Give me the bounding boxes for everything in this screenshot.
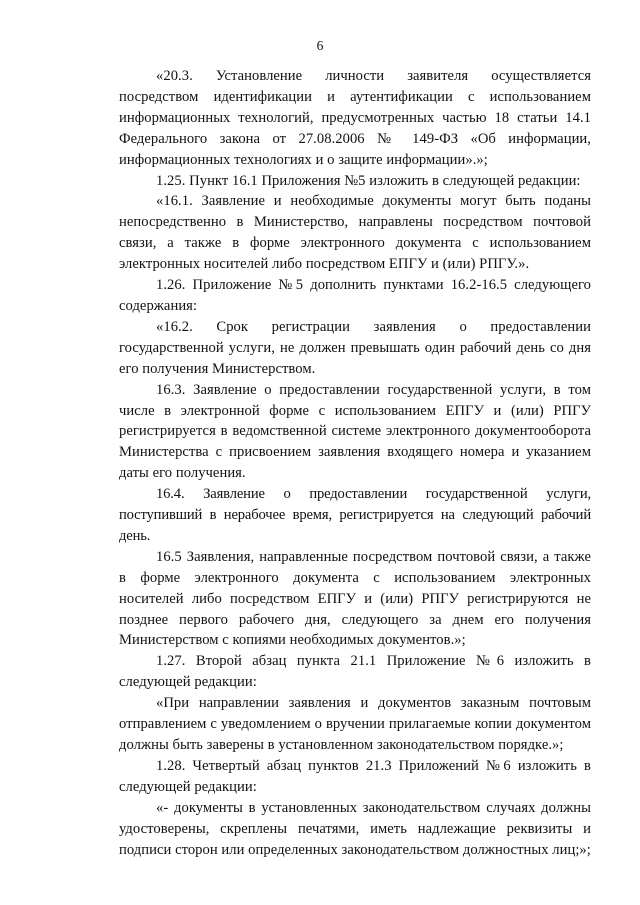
paragraph-21-1-text: «При направлении заявления и документов заказным почтовым отправлением с уведомлением о вручении прилагаемые копии документом должны быть заверены в установленном законодательством порядке.»; <box>119 695 591 753</box>
paragraph-21-3-text: «- документы в установленных законодательством случаях должны удостоверены, скреплены печатями, иметь надлежащие реквизиты и подписи сторон или определенных законодательством должностных лиц;»; <box>119 799 591 858</box>
paragraph-16-3: 16.3. Заявление о предоставлении государственной услуги, в том числе в электронной форме с использованием ЕПГУ и (или) РПГУ регистрируется в ведомственной системе электронного документооборота Министерства с присвоением заявления входящего номера и указанием даты его получения. <box>119 381 591 482</box>
paragraph-16-5: 16.5 Заявления, направленные посредством почтовой связи, а также в форме электронного документа с использованием электронных носителей либо посредством ЕПГУ и (или) РПГУ регистрируются не позднее первого рабочего дня, следующего за днем его получения Министерством с копиями необходимых документов.»; <box>119 548 591 649</box>
paragraph-20-3: «20.3. Установление личности заявителя осуществляется посредством идентификации и аутентификации с использованием информационных технологий, предусмотренных частью 18 статьи 14.1 Федерального закона от 27.08.2006 № 149-ФЗ «Об информации, информационных технологиях и о защите информации».»; <box>119 68 591 168</box>
paragraph-1-25: 1.25. Пункт 16.1 Приложения №5 изложить в следующей редакции: <box>156 172 581 189</box>
paragraph-1-27: 1.27. Второй абзац пункта 21.1 Приложение №6 изложить в следующей редакции: <box>119 653 591 691</box>
document-body <box>119 66 591 860</box>
page-number: 6 <box>316 38 324 53</box>
paragraph-16-4: 16.4. Заявление о предоставлении государственной услуги, поступивший в нерабочее время, регистрируется на следующий рабочий день. <box>119 486 591 544</box>
paragraph-1-26: 1.26. Приложение №5 дополнить пунктами 16.2-16.5 следующего содержания: <box>119 277 591 314</box>
paragraph-16-2: «16.2. Срок регистрации заявления о предоставлении государственной услуги, не должен превышать один рабочий день со дня его получения Министерством. <box>119 318 591 377</box>
paragraph-16-1: «16.1. Заявление и необходимые документы могут быть поданы непосредственно в Министерство, направлены посредством почтовой связи, а также в форме электронного документа с использованием электронных носителей либо посредством ЕПГУ и (или) РПГУ.». <box>119 193 591 273</box>
paragraph-1-28: 1.28. Четвертый абзац пунктов 21.3 Приложений №6 изложить в следующей редакции: <box>119 757 591 795</box>
